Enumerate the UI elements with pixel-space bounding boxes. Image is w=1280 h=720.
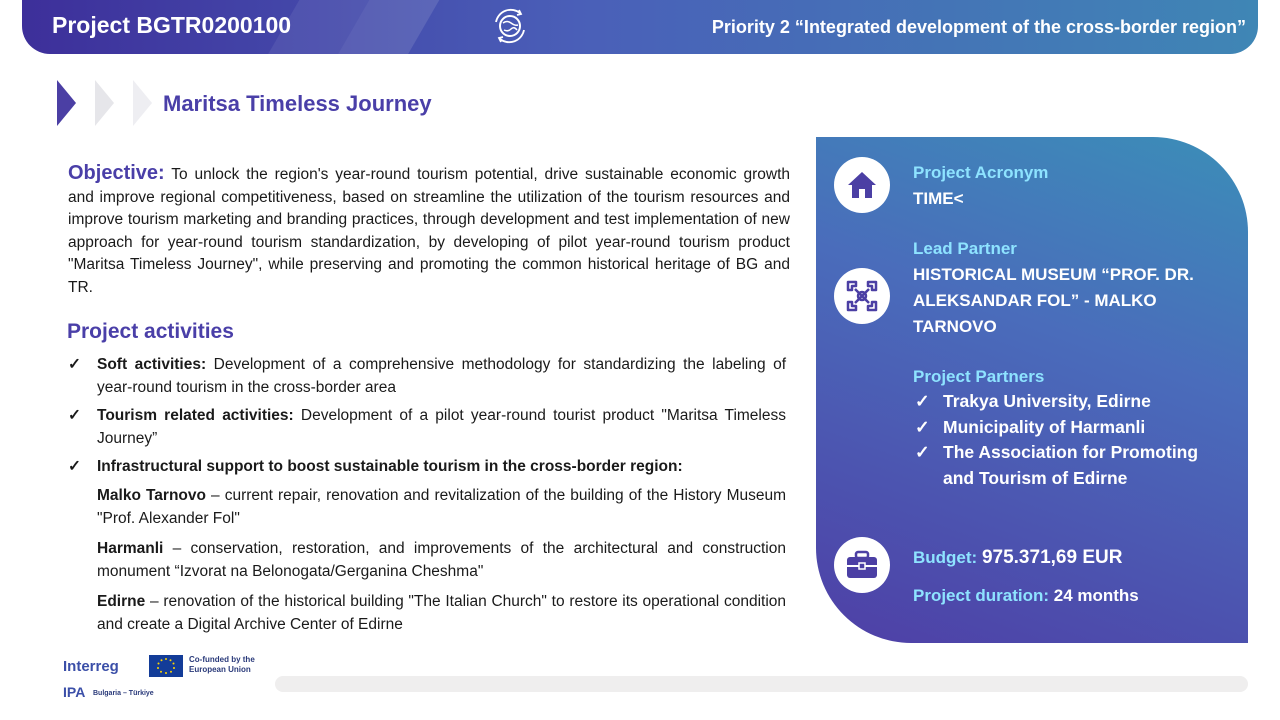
duration-line: [913, 586, 1139, 606]
activity-bold-label: Tourism related activities:: [97, 407, 294, 425]
objective-label: Objective:: [68, 162, 165, 184]
subitem-text: – renovation of the historical building "The Italian Church" to restore its operational condition and create a Digital Archive Center of Edirne: [97, 593, 786, 633]
partner-item: [913, 415, 1233, 441]
priority-title: Priority 2 “Integrated development of the cross-border region”: [711, 17, 1246, 37]
project-info-panel: [816, 137, 1248, 643]
activity-text: Development of a pilot year-round tourist product "Maritsa Timeless Journey”: [97, 407, 786, 447]
ipa-subtitle: Bulgaria – Türkiye: [93, 690, 154, 697]
interreg-wordmark: Interreg: [63, 658, 119, 675]
section-title: Maritsa Timeless Journey: [163, 91, 432, 116]
cofunded-text: Co-funded by the European Union: [189, 655, 255, 674]
partner-item: [913, 440, 1233, 491]
partner-name: The Association for Promoting and Tourism of Edirne: [943, 442, 1199, 488]
briefcase-icon-circle: [834, 537, 890, 593]
eu-flag-icon: [149, 655, 183, 677]
partners-label: Project Partners: [913, 367, 1045, 386]
activity-item-infrastructure: [68, 456, 786, 479]
interreg-logo: [60, 652, 275, 704]
activity-bold-label: Infrastructural support to boost sustainable tourism in the cross-border region:: [97, 458, 683, 476]
budget-label: Budget:: [913, 548, 978, 567]
duration-value: 24 months: [1053, 586, 1139, 605]
footer-bar: [275, 676, 1248, 692]
activities-title: Project activities: [67, 320, 234, 343]
activities-list: [68, 354, 786, 645]
home-icon-circle: [834, 157, 890, 213]
chevron-marker-3: [133, 80, 152, 126]
subitem-edirne: [68, 591, 786, 636]
activity-text: Development of a comprehensive methodology for standardizing the labeling of year-round tourism in the cross-border area: [97, 356, 786, 396]
check-icon: ✓: [915, 416, 930, 437]
partner-item: [913, 389, 1233, 415]
activity-item-tourism: [68, 405, 786, 450]
budget-line: [913, 547, 1122, 569]
handshake-icon-circle: [834, 268, 890, 324]
subitem-malko-tarnovo: [68, 485, 786, 530]
acronym-label: Project Acronym: [913, 163, 1049, 182]
header-banner: [22, 0, 1258, 54]
home-icon: [846, 170, 878, 200]
acronym-value: TIME<: [913, 189, 964, 208]
chevron-marker-1: [57, 80, 76, 126]
duration-label: Project duration:: [913, 586, 1050, 605]
subitem-text: – conservation, restoration, and improvements of the architectural and construction monument “Izvorat na Belonogata/Gerganina Cheshma": [97, 540, 786, 580]
globe-arrows-icon: [492, 8, 528, 44]
handshake-icon: [842, 276, 882, 316]
partner-name: Municipality of Harmanli: [943, 416, 1146, 437]
subitem-harmanli: [68, 538, 786, 583]
objective-paragraph: [68, 162, 790, 300]
subitem-text: – current repair, renovation and revitalization of the building of the History Museum "Prof. Alexander Fol": [97, 486, 787, 527]
subitem-bold-label: Edirne: [97, 593, 146, 611]
partners-list: [913, 389, 1233, 491]
subitem-bold-label: Harmanli: [97, 540, 164, 558]
check-icon: ✓: [915, 391, 930, 411]
project-code: Project BGTR0200100: [52, 12, 292, 38]
check-icon: ✓: [68, 356, 81, 373]
check-icon: ✓: [68, 407, 81, 425]
chevron-marker-2: [95, 80, 114, 126]
subitem-bold-label: Malko Tarnovo: [97, 486, 206, 504]
ipa-wordmark: IPA: [63, 684, 86, 700]
activity-item-soft: [68, 354, 786, 399]
lead-partner-label: Lead Partner: [913, 239, 1017, 258]
activity-bold-label: Soft activities:: [97, 356, 207, 373]
check-icon: ✓: [68, 458, 81, 476]
lead-partner-value: HISTORICAL MUSEUM “PROF. DR. ALEKSANDAR FOL” - MALKO TARNOVO: [913, 265, 1194, 336]
budget-value: 975.371,69 EUR: [981, 547, 1123, 568]
briefcase-icon: [845, 550, 879, 580]
partner-name: Trakya University, Edirne: [943, 391, 1151, 411]
check-icon: ✓: [915, 442, 930, 462]
objective-text: To unlock the region's year-round tourism potential, drive sustainable economic growth and improve regional competitiveness, based on streamline the utilization of the tourism resources and improve tourism marketing and branding practices, through development and test implementation of new approach for year-round tourism standardization, by developing of pilot year-round tourism product "Maritsa Timeless Journey", while preserving and promoting the common historical heritage of BG and TR.: [68, 166, 790, 296]
